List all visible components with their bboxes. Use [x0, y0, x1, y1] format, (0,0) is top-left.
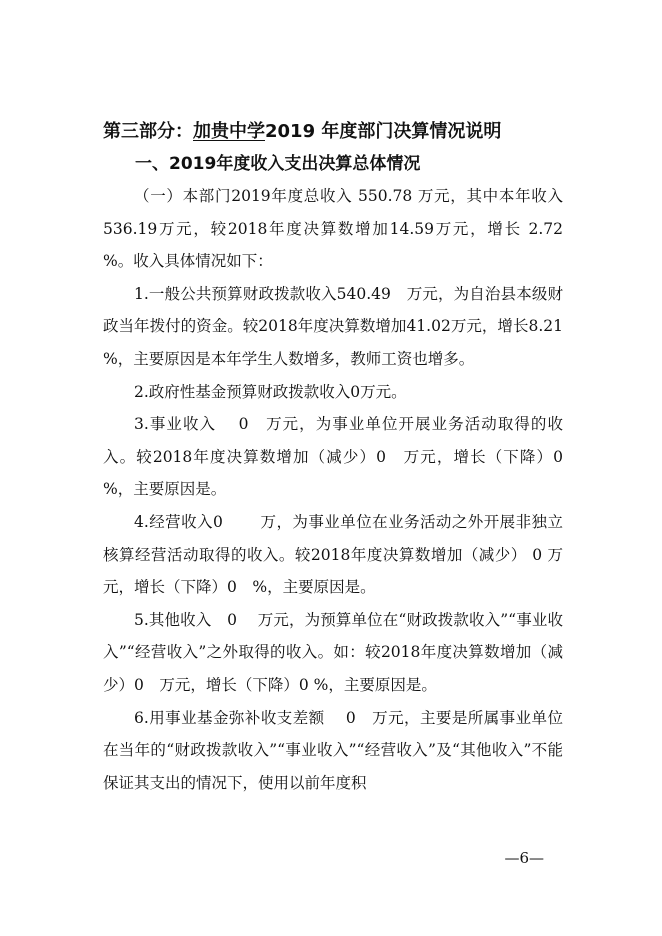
paragraph-business-income: 3.事业收入 0 万元，为事业单位开展业务活动取得的收入。较2018年度决算数增加（减少）0 万元，增长（下降）0 %，主要原因是。: [103, 415, 579, 499]
heading-prefix: 第三部分：: [103, 121, 193, 142]
paragraph-general-budget: 1.一般公共预算财政拨款收入540.49 万元，为自治县本级财政当年拨付的资金。较2018年度决算数增加41.02万元，增长8.21 %，主要原因是本年学生人数增多，教师工资也增多。: [103, 284, 579, 368]
paragraph-other-income: 5.其他收入 0 万元，为预算单位在“财政拨款收入”“事业收入”“经营收入”之外取得的收入。如：较2018年度决算数增加（减少）0 万元，增长（下降）0 %，主要原因是。: [103, 610, 563, 694]
part-heading: [103, 120, 501, 144]
paragraph-total-income: （一）本部门2019年度总收入 550.78 万元，其中本年收入536.19万元，较2018年度决算数增加14.59万元，增长 2.72 %。收入具体情况如下：: [103, 187, 579, 271]
body-text: [103, 180, 579, 799]
section-title: 一、2019年度收入支出决算总体情况: [135, 154, 421, 174]
heading-suffix: 2019 年度部门决算情况说明: [265, 121, 502, 142]
paragraph-operating-income: 4.经营收入0 万，为事业单位在业务活动之外开展非独立核算经营活动取得的收入。较2018年度决算数增加（减少） 0 万元，增长（下降）0 %，主要原因是。: [103, 512, 563, 597]
paragraph-fund-balance: 6.用事业基金弥补收支差额 0 万元，主要是所属事业单位在当年的“财政拨款收入”“事业收入”“经营收入”及“其他收入”不能保证其支出的情况下，使用以前年度积: [103, 708, 563, 792]
paragraph-government-fund: 2.政府性基金预算财政拨款收入0万元。: [134, 382, 407, 401]
page-number: —6—: [504, 849, 544, 867]
heading-org-name: 加贵中学: [193, 121, 265, 142]
